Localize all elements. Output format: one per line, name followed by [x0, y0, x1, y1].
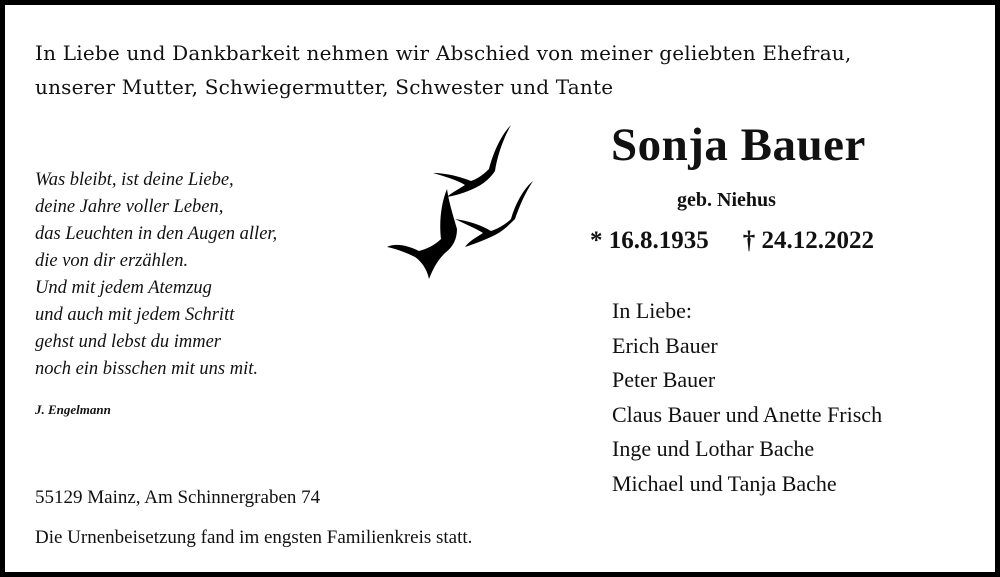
poem-line: noch ein bisschen mit uns mit. [35, 359, 259, 379]
deceased-name: Sonja Bauer [611, 119, 866, 171]
poem-line: Und mit jedem Atemzug [35, 278, 212, 298]
bird-top [433, 125, 511, 197]
mourners-list [612, 294, 882, 501]
poem-line: gehst und lebst du immer [35, 332, 222, 352]
bird-left [387, 189, 457, 279]
mourners-heading: In Liebe: [612, 298, 693, 323]
address: 55129 Mainz, Am Schinnergraben 74 [35, 487, 321, 508]
death-date: † 24.12.2022 [742, 227, 874, 254]
poem-line: die von dir erzählen. [35, 251, 189, 271]
poem [35, 167, 277, 383]
poem-line: deine Jahre voller Leben, [35, 197, 224, 217]
poem-line: und auch mit jedem Schritt [35, 305, 235, 325]
poem-line: Was bleibt, ist deine Liebe, [35, 170, 234, 190]
intro-line: unserer Mutter, Schwiegermutter, Schwester und Tante [35, 75, 614, 99]
mourner-name: Inge und Lothar Bache [612, 436, 815, 461]
mourner-name: Claus Bauer und Anette Frisch [612, 401, 883, 427]
maiden-name: geb. Niehus [677, 189, 776, 211]
mourner-name: Peter Bauer [612, 367, 716, 392]
mourner-name: Michael und Tanja Bache [612, 470, 837, 496]
birth-date: * 16.8.1935 [590, 227, 709, 254]
intro-line: In Liebe und Dankbarkeit nehmen wir Abschied von meiner geliebten Ehefrau, [35, 41, 852, 65]
poem-author: J. Engelmann [35, 402, 111, 417]
life-dates [590, 227, 874, 255]
mourner-name: Erich Bauer [612, 332, 718, 358]
three-flying-birds-icon [383, 123, 543, 283]
intro-text [35, 36, 985, 104]
burial-note: Die Urnenbeisetzung fand im engsten Familienkreis statt. [35, 527, 473, 548]
poem-line: das Leuchten in den Augen aller, [35, 224, 278, 244]
